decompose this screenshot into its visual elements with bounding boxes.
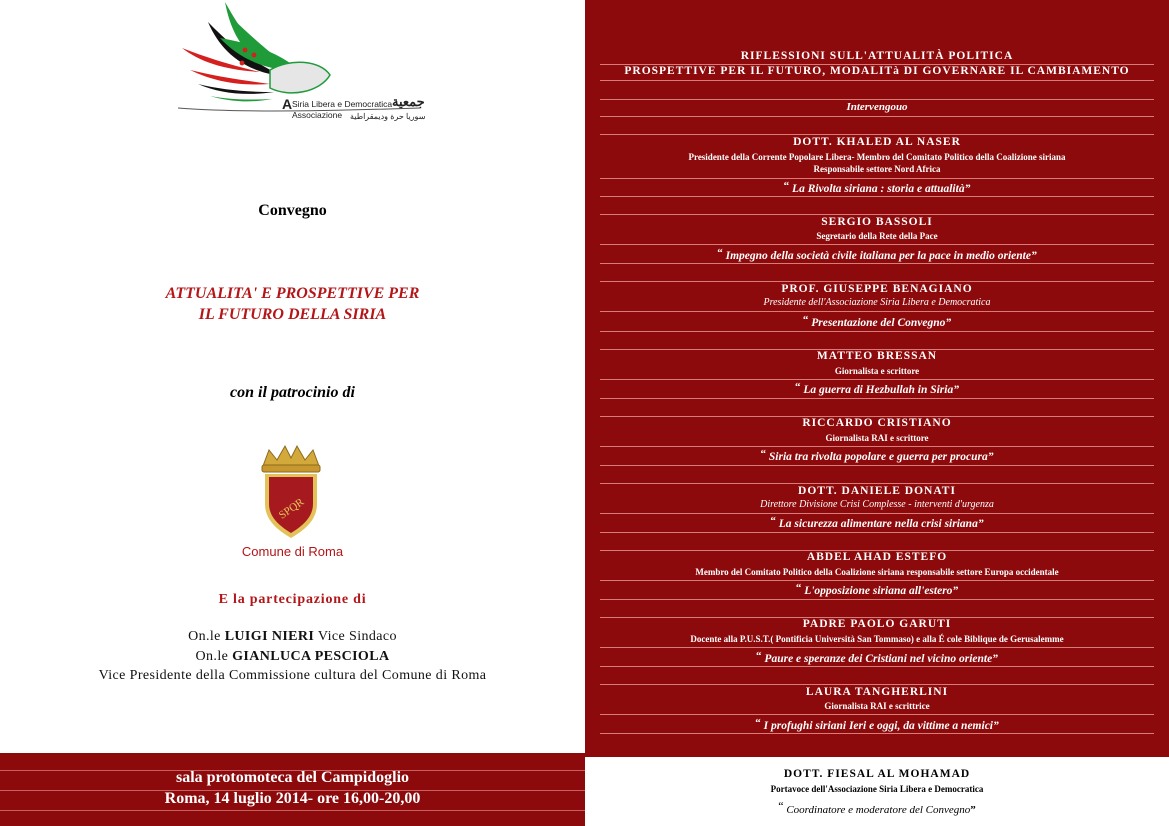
- speaker-talk: [585, 650, 1169, 665]
- speaker-talk: [585, 717, 1169, 732]
- talk-title: La sicurezza alimentare nella crisi siriana”: [778, 518, 984, 530]
- divider: [600, 733, 1154, 734]
- speaker-role: Presidente dell'Associazione Siria Libera e Democratica: [763, 297, 991, 308]
- speaker-role: Giornalista RAI e scrittrice: [824, 701, 930, 711]
- divider: [600, 331, 1154, 332]
- quote-mark: “: [755, 717, 761, 729]
- speaker-name: DOTT. DANIELE DONATI: [798, 485, 956, 497]
- event-title-line1: ATTUALITA' E PROSPETTIVE PER: [165, 285, 420, 302]
- association-logo: [170, 0, 430, 130]
- speaker-talk: [585, 247, 1169, 262]
- divider: [600, 465, 1154, 466]
- quote-mark: “: [795, 381, 801, 393]
- moderator-talk: [585, 799, 1169, 816]
- speaker-talk: [585, 515, 1169, 530]
- guest-2-prefix: On.le: [195, 649, 233, 664]
- quote-mark: “: [778, 799, 784, 813]
- divider: [600, 446, 1154, 447]
- talk-title: La guerra di Hezbullah in Siria”: [803, 384, 959, 396]
- guest-3: Vice Presidente della Commissione cultura del Comune di Roma: [98, 668, 487, 683]
- logo-name-ar-line1: جمعية: [392, 94, 425, 109]
- speaker-name: MATTEO BRESSAN: [816, 350, 938, 362]
- divider: [600, 714, 1154, 715]
- logo-name-ar-line2: سوريا حرة وديمقراطية: [350, 112, 426, 121]
- talk-title: Impegno della società civile italiana per la pace in medio oriente”: [725, 250, 1037, 262]
- event-type: Convegno: [258, 202, 327, 219]
- speaker-name: SERGIO BASSOLI: [821, 216, 933, 228]
- speaker-role: Giornalista RAI e scrittore: [825, 433, 929, 443]
- quote-mark: “: [770, 515, 776, 527]
- quote-mark: “: [756, 650, 762, 662]
- venue-date: Roma, 14 luglio 2014- ore 16,00-20,00: [164, 790, 421, 807]
- divider: [600, 398, 1154, 399]
- talk-title: I profughi siriani Ieri e oggi, da vittime a nemici”: [763, 720, 999, 732]
- divider: [600, 214, 1154, 215]
- moderator-talk-title: Coordinatore e moderatore del Convegno: [786, 804, 971, 816]
- speakers-label: Intervengouo: [846, 101, 908, 113]
- guest-1-role: Vice Sindaco: [314, 629, 397, 644]
- divider: [600, 263, 1154, 264]
- logo-letter: A: [282, 96, 293, 112]
- talk-title: Paure e speranze dei Cristiani nel vicino oriente”: [764, 653, 998, 665]
- quote-mark: “: [795, 582, 802, 594]
- participation-label: E la partecipazione di: [218, 592, 367, 607]
- speaker-role: Docente alla P.U.S.T.( Pontificia Università San Tommaso) e alla É cole Biblique de Gerusalemme: [690, 634, 1064, 644]
- guest-1: [0, 629, 585, 645]
- divider: [600, 244, 1154, 245]
- quote-mark: “: [717, 247, 723, 259]
- divider: [600, 483, 1154, 484]
- moderator-role: Portavoce dell'Associazione Siria Libera e Democratica: [770, 784, 984, 794]
- divider: [600, 99, 1154, 100]
- guest-2-name: GIANLUCA PESCIOLA: [232, 649, 390, 664]
- program-heading-1: RIFLESSIONI SULL'ATTUALITÀ POLITICA: [740, 50, 1014, 62]
- talk-title: Presentazione del Convegno”: [811, 317, 952, 329]
- divider: [600, 379, 1154, 380]
- venue-name: sala protomoteca del Campidoglio: [175, 769, 410, 786]
- divider: [600, 666, 1154, 667]
- quote-mark: “: [760, 448, 767, 460]
- divider: [600, 580, 1154, 581]
- quote-mark: “: [802, 314, 809, 326]
- comune-label: Comune di Roma: [241, 544, 344, 559]
- divider: [600, 134, 1154, 135]
- moderator-name: DOTT. FIESAL AL MOHAMAD: [783, 768, 971, 780]
- crest-icon: [235, 442, 347, 542]
- divider: [0, 810, 585, 811]
- speaker-role: Direttore Divisione Crisi Complesse - interventi d'urgenza: [760, 499, 994, 510]
- divider: [600, 599, 1154, 600]
- divider: [600, 281, 1154, 282]
- speaker-role: Membro del Comitato Politico della Coalizione siriana responsabile settore Europa occidentale: [695, 567, 1059, 577]
- divider: [600, 178, 1154, 179]
- venue-footer: [0, 753, 585, 826]
- divider: [600, 311, 1154, 312]
- patronage-label: con il patrocinio di: [230, 384, 355, 401]
- program-heading-2: PROSPETTIVE PER IL FUTURO, MODALITà DI GOVERNARE IL CAMBIAMENTO: [624, 65, 1130, 77]
- talk-title: Siria tra rivolta popolare e guerra per procura”: [768, 451, 994, 463]
- speaker-talk: [585, 180, 1169, 195]
- divider: [600, 532, 1154, 533]
- moderator-footer: [585, 757, 1169, 826]
- speaker-role: Presidente della Corrente Popolare Libera- Membro del Comitato Politico della Coalizione siriana: [688, 152, 1066, 162]
- logo-name-it-line2: Associazione: [292, 110, 343, 120]
- speaker-role-2: Responsabile settore Nord Africa: [813, 164, 941, 174]
- speaker-talk: [585, 381, 1169, 396]
- speaker-talk: [585, 314, 1169, 329]
- logo-name-it-line1: Siria Libera e Democratica: [292, 99, 393, 109]
- speaker-name: LAURA TANGHERLINI: [805, 686, 949, 698]
- speaker-name: ABDEL AHAD ESTEFO: [806, 551, 948, 563]
- guest-1-name: LUIGI NIERI: [224, 629, 315, 644]
- guest-2: [0, 649, 585, 665]
- speaker-name: DOTT. KHALED AL NASER: [793, 136, 961, 148]
- event-title: [0, 283, 585, 325]
- guest-1-prefix: On.le: [188, 629, 225, 644]
- divider: [600, 513, 1154, 514]
- speaker-role: Segretario della Rete della Pace: [816, 231, 938, 241]
- divider: [600, 80, 1154, 81]
- divider: [600, 116, 1154, 117]
- speaker-name: RICCARDO CRISTIANO: [802, 417, 952, 429]
- speaker-talk: [585, 448, 1169, 463]
- quote-mark-close: ”: [970, 804, 976, 816]
- divider: [600, 684, 1154, 685]
- speaker-name: PADRE PAOLO GARUTI: [802, 618, 952, 630]
- spqr-text: SPQR: [276, 496, 307, 522]
- event-title-line2: IL FUTURO DELLA SIRIA: [198, 306, 387, 323]
- speaker-talk: [585, 582, 1169, 597]
- divider: [600, 196, 1154, 197]
- divider: [600, 647, 1154, 648]
- talk-title: La Rivolta siriana : storia e attualità”: [792, 183, 971, 195]
- speaker-name: PROF. GIUSEPPE BENAGIANO: [781, 283, 973, 295]
- speaker-role: Giornalista e scrittore: [834, 366, 920, 376]
- talk-title: L'opposizione siriana all'estero”: [804, 585, 959, 597]
- quote-mark: “: [783, 180, 790, 192]
